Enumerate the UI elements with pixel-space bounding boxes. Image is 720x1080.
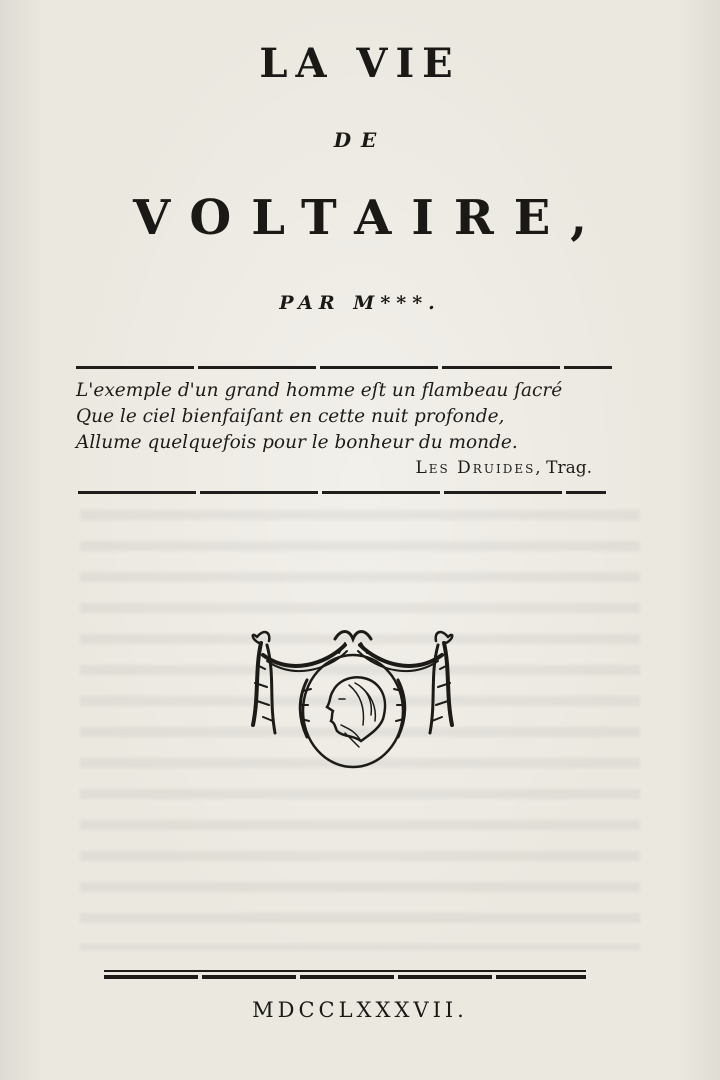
imprint-rule bbox=[104, 970, 586, 980]
voltaire-portrait-medallion-icon bbox=[245, 625, 460, 775]
epigraph-source bbox=[416, 458, 593, 478]
epigraph-rule-top bbox=[76, 366, 612, 369]
epigraph-line-1: L'exemple d'un grand homme eſt un flambeau ſacré bbox=[76, 380, 563, 401]
imprint-date: MDCCLXXXVII. bbox=[252, 998, 468, 1022]
epigraph-rule-bottom bbox=[78, 491, 606, 494]
epigraph-line-2: Que le ciel bienfaiſant en cette nuit profonde, bbox=[76, 406, 505, 427]
title-la-vie: LA VIE bbox=[259, 40, 461, 87]
epigraph-line-3: Allume quelquefois pour le bonheur du monde. bbox=[76, 432, 518, 453]
title-de: DE bbox=[333, 128, 387, 152]
title-voltaire: VOLTAIRE, bbox=[132, 190, 608, 246]
epigraph-source-genre: , Trag. bbox=[535, 458, 592, 478]
epigraph-source-work: Les Druides bbox=[415, 458, 536, 478]
title-author: PAR M***. bbox=[279, 292, 441, 314]
